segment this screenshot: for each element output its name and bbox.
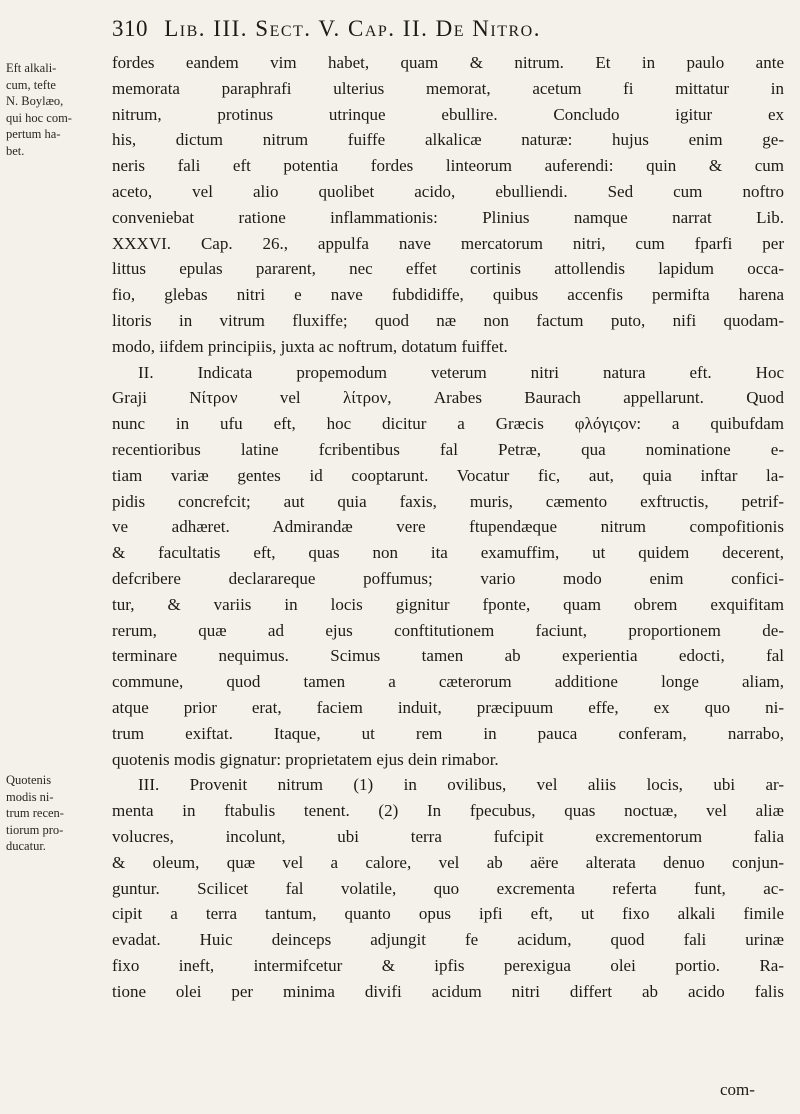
text-line: volucres, incolunt, ubi terra fufcipit excrementorum falia (112, 826, 784, 846)
margin-line: ducatur. (6, 839, 46, 853)
margin-line: bet. (6, 143, 25, 158)
text-line: recentioribus latine fcribentibus fal Petræ, qua nominatione e- (112, 439, 784, 459)
text-line: fordes eandem vim habet, quam & nitrum. Et in paulo ante (112, 53, 784, 72)
margin-line: Quotenis (6, 773, 52, 787)
text-line: ve adhæret. Admirandæ vere ftupendæque nitrum compofitionis (112, 517, 784, 537)
text-line: & facultatis eft, quas non ita examuffim, ut quidem decerent, (112, 543, 784, 563)
marginal-note-alkali (6, 60, 106, 159)
text-line: memorata paraphrafi ulterius memorat, acetum fi mittatur in (112, 78, 784, 98)
text-line: rerum, quæ ad ejus conftitutionem faciunt, proportionem de- (112, 620, 784, 640)
margin-line: Eft alkali- (6, 61, 57, 75)
text-line: pidis concrefcit; aut quia faxis, muris, cæmento exftructis, petrif- (112, 491, 784, 511)
text-line: menta in ftabulis tenent. (2) In fpecubus, quas noctuæ, vel aliæ (112, 801, 784, 821)
text-line: tur, & variis in locis gignitur fponte, quam obrem exquifitam (112, 594, 784, 614)
margin-line: tiorum pro- (6, 822, 64, 837)
text-line: tione olei per minima divifi acidum nitri differt ab acido falis (112, 981, 784, 1001)
text-line: commune, quod tamen a cæterorum additione longe aliam, (112, 672, 784, 692)
catchword: com- (720, 1080, 755, 1099)
text-line: modo, iifdem principiis, juxta ac noftrum, dotatum fuiffet. (112, 336, 508, 356)
text-line: nunc in ufu eft, hoc dicitur a Græcis φλόγιςον: a quibufdam (112, 414, 784, 434)
running-title: Lib. III. Sect. V. Cap. II. De Nitro. (164, 16, 541, 41)
margin-line: qui hoc com- (6, 110, 72, 125)
margin-line: trum recen- (6, 806, 64, 820)
text-line: trum exiftat. Itaque, ut rem in pauca conferam, narrabo, (112, 723, 784, 743)
text-line: littus epulas pararent, nec effet cortinis attollendis lapidum occa- (112, 259, 784, 279)
text-line: & oleum, quæ vel a calore, vel ab aëre alterata denuo conjun- (112, 852, 784, 872)
page-number: 310 (112, 16, 148, 41)
text-line: conveniebat ratione inflammationis: Plinius namque narrat Lib. (112, 207, 784, 227)
text-line: guntur. Scilicet fal volatile, quo excrementa referta funt, ac- (112, 878, 784, 898)
text-line: terminare nequimus. Scimus tamen ab experientia edocti, fal (112, 646, 784, 666)
text-line: his, dictum nitrum fuiffe alkalicæ naturæ: hujus enim ge- (112, 130, 784, 150)
text-line: neris fali eft potentia fordes linteorum auferendi: quin & cum (112, 156, 784, 176)
text-line: quotenis modis gignatur: proprietatem ejus dein rimabor. (112, 749, 499, 769)
text-line: II. Indicata propemodum veterum nitri natura eft. Hoc (138, 362, 784, 382)
text-line: XXXVI. Cap. 26., appulfa nave mercatorum nitri, cum fparfi per (112, 233, 784, 253)
text-line: Graji Νίτρον vel λίτρον, Arabes Baurach appellarunt. Quod (112, 388, 784, 408)
margin-line: modis ni- (6, 789, 54, 804)
text-line: cipit a terra tantum, quanto opus ipfi eft, ut fixo alkali fimile (112, 904, 784, 924)
body-text (112, 50, 784, 1004)
text-line: evadat. Huic deinceps adjungit fe acidum, quod fali urinæ (112, 930, 784, 950)
text-line: fixo ineft, intermifcetur & ipfis perexigua olei portio. Ra- (112, 955, 784, 975)
text-line: aceto, vel alio quolibet acido, ebulliendi. Sed cum noftro (112, 181, 784, 201)
text-line: litoris in vitrum fluxiffe; quod næ non factum puto, nifi quodam- (112, 310, 784, 330)
margin-line: pertum ha- (6, 127, 61, 141)
marginal-note-quotenis (6, 772, 106, 855)
text-line: nitrum, protinus utrinque ebullire. Concludo igitur ex (112, 104, 784, 124)
text-line: defcribere declarareque poffumus; vario modo enim confici- (112, 568, 784, 588)
margin-line: N. Boylæo, (6, 94, 64, 108)
text-line: III. Provenit nitrum (1) in ovilibus, vel aliis locis, ubi ar- (138, 775, 784, 795)
running-header (112, 16, 782, 42)
text-line: atque prior erat, faciem induit, præcipuum effe, ex quo ni- (112, 697, 784, 717)
margin-line: cum, tefte (6, 77, 56, 92)
text-line: tiam variæ gentes id cooptarunt. Vocatur fic, aut, quia inftar la- (112, 465, 784, 485)
text-line: fio, glebas nitri e nave fubdidiffe, quibus accenfis permifta harena (112, 285, 784, 305)
